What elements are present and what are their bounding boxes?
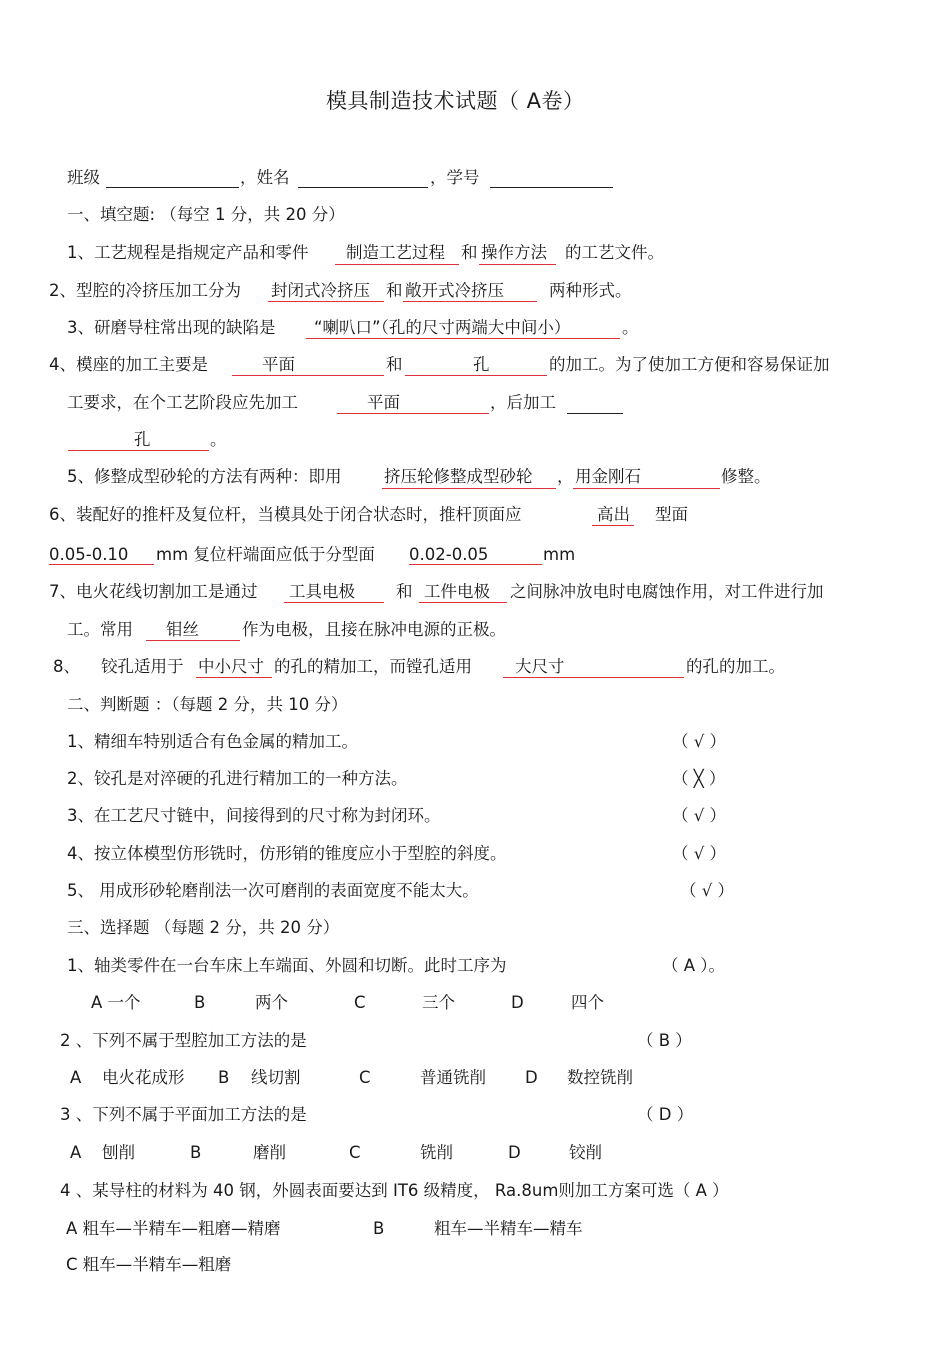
choice-q3: 3 、下列不属于平面加工方法的是 (60, 1105, 307, 1124)
fill-q4-then: ，后加工 (490, 393, 556, 412)
choice-q3-option-d-letter: D (508, 1143, 521, 1162)
name-label: ，姓名 (240, 168, 290, 187)
choice-q2-option-d-letter: D (525, 1068, 538, 1087)
choice-q3-option-a-letter: A (70, 1143, 82, 1162)
fill-q2-answer-2: 敞开式冷挤压 (405, 281, 504, 300)
choice-q2-option-a: 电火花成形 (102, 1068, 185, 1087)
judge-q4: 4、按立体模型仿形铣时，仿形销的锥度应小于型腔的斜度。 (67, 844, 507, 863)
fill-q1-underline-1 (335, 264, 459, 265)
fill-q4-text-line2: 工要求，在个工艺阶段应先加工 (67, 393, 298, 412)
choice-q1-option-b: 两个 (255, 993, 288, 1012)
fill-q8-number: 8、 (53, 657, 80, 676)
fill-q6-unit: mm (543, 545, 576, 564)
fill-q3-answer-1: “喇叭口”（孔的尺寸两端大中间小） (314, 318, 571, 337)
fill-q5-answer-1: 挤压轮修整成型砂轮 (384, 467, 533, 486)
fill-q1-end: 的工艺文件。 (565, 243, 664, 262)
fill-q7-text-line2: 工。常用 (67, 620, 133, 639)
fill-q5-underline-1 (382, 488, 556, 489)
fill-q4-answer-4: 孔 (134, 430, 151, 449)
fill-q1-and: 和 (461, 243, 478, 262)
fill-q2-end: 两种形式。 (549, 281, 632, 300)
fill-q6-surface: 型面 (655, 505, 688, 524)
choice-q1-option-c: 三个 (422, 993, 455, 1012)
choice-q2-answer: （ B ） (637, 1031, 692, 1050)
fill-q2-answer-1: 封闭式冷挤压 (271, 281, 370, 300)
exam-title: 模具制造技术试题（ A卷） (326, 89, 585, 113)
judge-q5-mark: （ √ ） (680, 881, 735, 900)
fill-q4-underline-2 (405, 375, 547, 376)
fill-q6-text: 6、装配好的推杆及复位杆，当模具处于闭合状态时，推杆顶面应 (49, 505, 522, 524)
choice-q2-option-c-letter: C (359, 1068, 371, 1087)
fill-q4-continue: 的加工。为了使加工方便和容易保证加 (549, 355, 830, 374)
choice-q3-option-c: 铣削 (420, 1143, 453, 1162)
fill-q7-continue: 之间脉冲放电时电腐蚀作用，对工件进行加 (510, 582, 824, 601)
fill-q7-text: 7、电火花线切割加工是通过 (49, 582, 258, 601)
fill-q8-text: 铰孔适用于 (101, 657, 184, 676)
section-judge-heading: 二、判断题 ：（每题 2 分，共 10 分） (67, 695, 348, 714)
choice-q3-option-b: 磨削 (253, 1143, 286, 1162)
fill-q7-underline-3 (146, 640, 240, 641)
fill-q1-underline-2 (479, 264, 556, 265)
fill-q6-answer-1: 高出 (597, 505, 630, 524)
choice-q1-option-a: A 一个 (91, 993, 141, 1012)
fill-q1-answer-2: 操作方法 (481, 243, 547, 262)
choice-q1-answer: （ A ）。 (662, 956, 726, 975)
choice-q1: 1、轴类零件在一台车床上车端面、外圆和切断。此时工序为 (67, 956, 507, 975)
choice-q3-option-d: 铰削 (569, 1143, 602, 1162)
fill-q8-underline-1 (196, 677, 272, 678)
choice-q2-option-c: 普通铣削 (420, 1068, 486, 1087)
choice-q4-option-b: 粗车—半精车—精车 (434, 1219, 583, 1238)
fill-q2-underline-1 (268, 301, 384, 302)
choice-q3-answer: （ D ） (637, 1105, 694, 1124)
choice-q4-option-b-letter: B (373, 1219, 385, 1238)
fill-q4-end: 。 (210, 430, 227, 449)
class-blank[interactable] (106, 187, 239, 188)
fill-q7-end: 作为电极，且接在脉冲电源的正极。 (242, 620, 506, 639)
fill-q4-black-blank (567, 413, 623, 414)
fill-q4-underline-3 (337, 413, 489, 414)
fill-q5-underline-2 (573, 488, 720, 489)
choice-q2: 2 、下列不属于型腔加工方法的是 (60, 1031, 307, 1050)
choice-q4: 4 、某导柱的材料为 40 钢，外圆表面要达到 IT6 级精度， Ra.8um则加工方案可选（ A ） (60, 1181, 729, 1200)
fill-q6-answer-2: 0.05-0.10 (49, 545, 129, 564)
fill-q6-text-line2: mm 复位杆端面应低于分型面 (156, 545, 375, 564)
section-fill-heading: 一、填空题: （每空 1 分，共 20 分） (67, 205, 345, 224)
fill-q8-answer-1: 中小尺寸 (198, 657, 264, 676)
choice-q4-option-c: C 粗车—半精车—粗磨 (66, 1255, 232, 1274)
judge-q2: 2、铰孔是对淬硬的孔进行精加工的一种方法。 (67, 769, 408, 788)
choice-q2-option-a-letter: A (70, 1068, 82, 1087)
fill-q3-end: 。 (622, 318, 639, 337)
fill-q8-answer-2: 大尺寸 (515, 657, 565, 676)
fill-q4-answer-3: 平面 (367, 393, 400, 412)
choice-q1-option-d-letter: D (511, 993, 524, 1012)
fill-q4-answer-2: 孔 (473, 355, 490, 374)
fill-q7-answer-3: 钼丝 (166, 620, 199, 639)
fill-q2-underline-2 (403, 301, 537, 302)
fill-q4-underline-1 (232, 375, 384, 376)
choice-q2-option-d: 数控铣削 (567, 1068, 633, 1087)
id-blank[interactable] (490, 187, 613, 188)
fill-q3-text: 3、研磨导柱常出现的缺陷是 (67, 318, 276, 337)
fill-q1-text: 1、工艺规程是指规定产品和零件 (67, 243, 309, 262)
fill-q6-underline-2 (49, 564, 154, 565)
choice-q3-option-c-letter: C (349, 1143, 361, 1162)
choice-q1-option-d: 四个 (571, 993, 604, 1012)
fill-q5-answer-2: 用金刚石 (575, 467, 641, 486)
judge-q1: 1、精细车特别适合有色金属的精加工。 (67, 732, 358, 751)
choice-q2-option-b: 线切割 (251, 1068, 301, 1087)
fill-q7-and: 和 (396, 582, 413, 601)
judge-q3: 3、在工艺尺寸链中，间接得到的尺寸称为封闭环。 (67, 806, 441, 825)
choice-q1-option-c-letter: C (354, 993, 366, 1012)
name-blank[interactable] (298, 187, 428, 188)
judge-q4-mark: （ √ ） (672, 844, 727, 863)
fill-q5-comma: ， (557, 467, 574, 486)
fill-q4-text: 4、模座的加工主要是 (49, 355, 208, 374)
fill-q2-text: 2、型腔的冷挤压加工分为 (49, 281, 241, 300)
judge-q1-mark: （ √ ） (672, 732, 727, 751)
fill-q7-answer-2: 工件电极 (424, 582, 490, 601)
section-choice-heading: 三、选择题 （每题 2 分，共 20 分） (67, 918, 340, 937)
choice-q2-option-b-letter: B (218, 1068, 230, 1087)
fill-q7-answer-1: 工具电极 (289, 582, 355, 601)
choice-q3-option-a: 刨削 (102, 1143, 135, 1162)
fill-q5-end: 修整。 (721, 467, 771, 486)
fill-q8-underline-2 (503, 677, 684, 678)
fill-q4-answer-1: 平面 (262, 355, 295, 374)
fill-q8-end: 的孔的加工。 (686, 657, 785, 676)
choice-q1-option-b-letter: B (194, 993, 206, 1012)
fill-q6-underline-1 (592, 525, 634, 526)
fill-q6-answer-3: 0.02-0.05 (409, 545, 489, 564)
fill-q7-underline-1 (284, 602, 384, 603)
judge-q2-mark: （ ╳ ） (672, 769, 726, 788)
judge-q3-mark: （ √ ） (672, 806, 727, 825)
fill-q2-and: 和 (386, 281, 403, 300)
fill-q8-continue: 的孔的精加工，而镗孔适用 (274, 657, 472, 676)
choice-q3-option-b-letter: B (190, 1143, 202, 1162)
fill-q6-underline-3 (409, 564, 542, 565)
class-label: 班级 (67, 168, 100, 187)
judge-q5: 5、 用成形砂轮磨削法一次可磨削的表面宽度不能太大。 (67, 881, 479, 900)
fill-q7-underline-2 (419, 602, 507, 603)
fill-q1-answer-1: 制造工艺过程 (346, 243, 445, 262)
choice-q4-option-a: A 粗车—半精车—粗磨—精磨 (66, 1219, 281, 1238)
fill-q3-underline-1 (306, 338, 620, 339)
fill-q5-text: 5、修整成型砂轮的方法有两种：即用 (67, 467, 342, 486)
fill-q4-underline-4 (68, 450, 209, 451)
id-label: ，学号 (430, 168, 480, 187)
fill-q4-and: 和 (386, 355, 403, 374)
